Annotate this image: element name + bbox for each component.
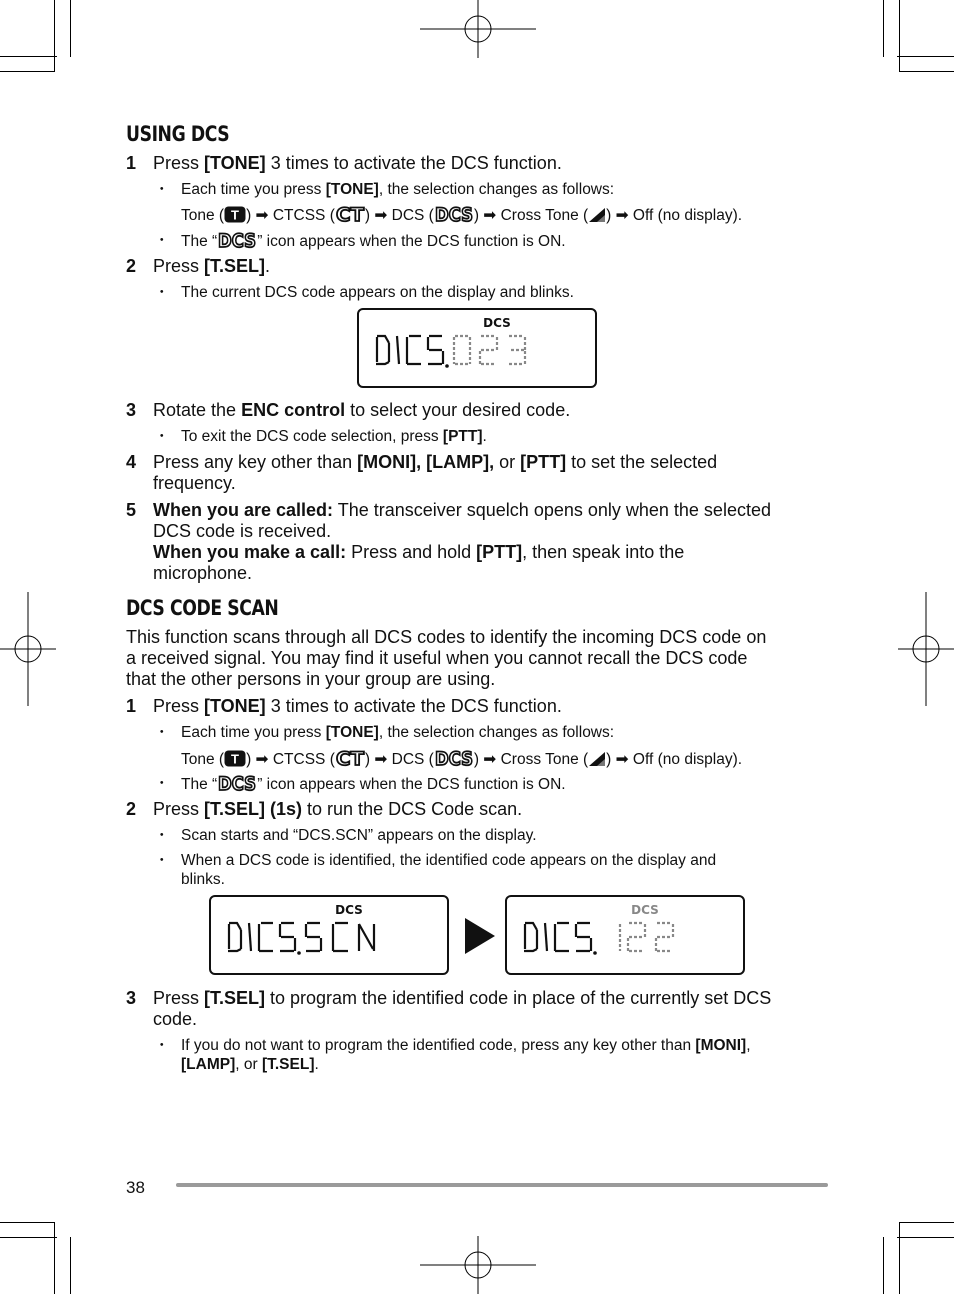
registration-mark-right xyxy=(898,592,954,706)
tone-t-icon xyxy=(224,206,246,228)
dcs-icon xyxy=(217,774,257,797)
enc-control-label: ENC control xyxy=(241,400,346,420)
registration-mark-bottom xyxy=(420,1236,536,1294)
page-number: 38 xyxy=(126,1178,145,1197)
dcs-icon xyxy=(217,231,257,254)
svg-text:DCS: DCS xyxy=(218,773,257,795)
ctcss-icon xyxy=(335,205,365,228)
section-title-dcs-code-scan: DCS CODE SCAN xyxy=(126,596,279,620)
step-text: Press [TONE] 3 times to activate the DCS function. xyxy=(153,153,562,173)
svg-text:T: T xyxy=(231,207,240,223)
dcs-icon xyxy=(434,749,474,772)
dcs-icon xyxy=(434,205,474,228)
lcd-segments xyxy=(507,897,743,973)
next-arrow-icon xyxy=(463,917,497,955)
step-number: 1 xyxy=(126,153,137,173)
lcd-dcs-indicator: DCS xyxy=(335,903,363,917)
svg-text:T: T xyxy=(231,751,240,767)
svg-text:CT: CT xyxy=(335,204,364,226)
registration-mark-left xyxy=(0,592,56,706)
lcd-display-dcs-023 xyxy=(357,308,597,388)
svg-text:DCS: DCS xyxy=(434,204,473,226)
lcd-display-dcs-scn xyxy=(209,895,449,975)
lcd-display-dcs-122 xyxy=(505,895,745,975)
lcd-segments xyxy=(359,310,595,386)
intro-paragraph: This function scans through all DCS codes to identify the incoming DCS code on a received signal. You may find it useful when you cannot recall the DCS code that the other persons in your group are using. xyxy=(126,627,767,689)
svg-text:DCS: DCS xyxy=(218,230,257,252)
lcd-dcs-indicator: DCS xyxy=(631,903,659,917)
footer-rule xyxy=(176,1183,828,1187)
key-tone: [TONE] xyxy=(204,153,266,173)
cross-tone-icon xyxy=(588,207,606,228)
registration-mark-top xyxy=(420,0,536,58)
svg-text:DCS: DCS xyxy=(434,748,473,770)
lcd-segments xyxy=(211,897,447,973)
lcd-dcs-indicator: DCS xyxy=(483,316,511,330)
section-title-using-dcs: USING DCS xyxy=(126,122,230,146)
key-tsel: [T.SEL] xyxy=(204,256,266,276)
svg-text:CT: CT xyxy=(335,748,364,770)
ctcss-icon xyxy=(335,749,365,772)
cross-tone-icon xyxy=(588,751,606,772)
tone-t-icon xyxy=(224,750,246,772)
